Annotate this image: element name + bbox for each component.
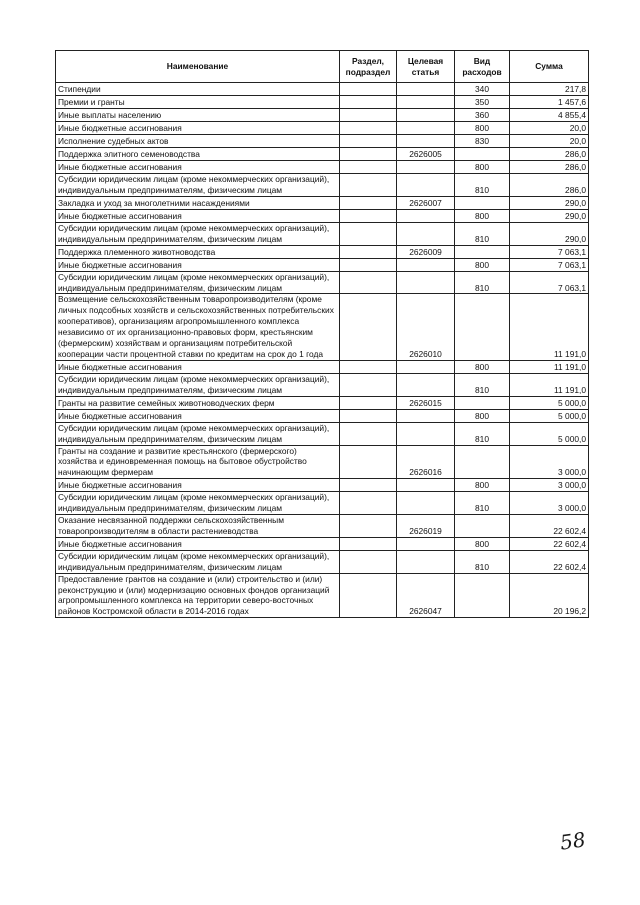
- cell-target: [397, 96, 455, 109]
- cell-section: [340, 174, 397, 197]
- cell-section: [340, 409, 397, 422]
- cell-section: [340, 245, 397, 258]
- table-row: [56, 96, 589, 109]
- cell-sum: 20,0: [510, 135, 589, 148]
- cell-target: [397, 161, 455, 174]
- cell-type: [455, 573, 510, 618]
- cell-type: 810: [455, 550, 510, 573]
- cell-sum: 22 602,4: [510, 515, 589, 538]
- cell-name: Иные бюджетные ассигнования: [56, 409, 340, 422]
- table-row: [56, 209, 589, 222]
- cell-section: [340, 161, 397, 174]
- cell-section: [340, 222, 397, 245]
- cell-section: [340, 550, 397, 573]
- table-row: [56, 148, 589, 161]
- cell-name: Предоставление грантов на создание и (или) строительство и (или) реконструкцию и (или) модернизацию основных фондов организаций агропромышленного комплекса на территории северо-восточных районов Костромской области в 2014-2016 годах: [56, 573, 340, 618]
- cell-section: [340, 196, 397, 209]
- table-row: [56, 83, 589, 96]
- cell-sum: 11 191,0: [510, 373, 589, 396]
- header-name: Наименование: [56, 51, 340, 83]
- cell-target: [397, 422, 455, 445]
- cell-section: [340, 396, 397, 409]
- table-row: [56, 196, 589, 209]
- cell-target: [397, 174, 455, 197]
- cell-section: [340, 573, 397, 618]
- cell-target: [397, 373, 455, 396]
- table-row: [56, 492, 589, 515]
- cell-section: [340, 135, 397, 148]
- cell-sum: 5 000,0: [510, 409, 589, 422]
- cell-name: Субсидии юридическим лицам (кроме некоммерческих организаций), индивидуальным предпринимателям, физическим лицам: [56, 492, 340, 515]
- cell-type: 810: [455, 373, 510, 396]
- cell-name: Оказание несвязанной поддержки сельскохозяйственным товаропроизводителям в области растениеводства: [56, 515, 340, 538]
- table-row: [56, 135, 589, 148]
- cell-sum: 3 000,0: [510, 479, 589, 492]
- cell-section: [340, 96, 397, 109]
- cell-type: [455, 196, 510, 209]
- cell-target: [397, 109, 455, 122]
- cell-type: 830: [455, 135, 510, 148]
- header-sum: Сумма: [510, 51, 589, 83]
- table-row: [56, 174, 589, 197]
- cell-name: Иные выплаты населению: [56, 109, 340, 122]
- cell-section: [340, 492, 397, 515]
- cell-name: Премии и гранты: [56, 96, 340, 109]
- cell-name: Субсидии юридическим лицам (кроме некоммерческих организаций), индивидуальным предпринимателям, физическим лицам: [56, 373, 340, 396]
- cell-name: Поддержка племенного животноводства: [56, 245, 340, 258]
- cell-section: [340, 515, 397, 538]
- cell-section: [340, 537, 397, 550]
- cell-type: 340: [455, 83, 510, 96]
- cell-section: [340, 83, 397, 96]
- cell-sum: 286,0: [510, 174, 589, 197]
- cell-sum: 7 063,1: [510, 258, 589, 271]
- cell-target: [397, 209, 455, 222]
- table-row: [56, 445, 589, 479]
- cell-section: [340, 445, 397, 479]
- cell-target: [397, 537, 455, 550]
- cell-name: Поддержка элитного семеноводства: [56, 148, 340, 161]
- cell-target: [397, 222, 455, 245]
- table-row: [56, 550, 589, 573]
- cell-type: [455, 245, 510, 258]
- cell-target: 2626016: [397, 445, 455, 479]
- cell-sum: 3 000,0: [510, 492, 589, 515]
- cell-name: Иные бюджетные ассигнования: [56, 360, 340, 373]
- cell-sum: 22 602,4: [510, 550, 589, 573]
- cell-sum: 286,0: [510, 161, 589, 174]
- cell-sum: 286,0: [510, 148, 589, 161]
- cell-target: 2626010: [397, 294, 455, 360]
- table-row: [56, 479, 589, 492]
- cell-type: 810: [455, 174, 510, 197]
- cell-type: 800: [455, 209, 510, 222]
- cell-type: 800: [455, 409, 510, 422]
- cell-type: [455, 396, 510, 409]
- budget-document: [55, 50, 588, 618]
- cell-target: [397, 492, 455, 515]
- cell-type: [455, 445, 510, 479]
- cell-sum: 3 000,0: [510, 445, 589, 479]
- cell-type: 800: [455, 360, 510, 373]
- table-header-row: [56, 51, 589, 83]
- table-row: [56, 258, 589, 271]
- cell-type: 810: [455, 271, 510, 294]
- cell-type: 350: [455, 96, 510, 109]
- cell-target: [397, 122, 455, 135]
- cell-target: [397, 550, 455, 573]
- table-row: [56, 537, 589, 550]
- cell-target: [397, 360, 455, 373]
- cell-target: [397, 479, 455, 492]
- cell-section: [340, 294, 397, 360]
- cell-section: [340, 479, 397, 492]
- cell-sum: 290,0: [510, 209, 589, 222]
- cell-type: [455, 515, 510, 538]
- budget-table: [55, 50, 589, 618]
- cell-name: Иные бюджетные ассигнования: [56, 161, 340, 174]
- cell-sum: 11 191,0: [510, 294, 589, 360]
- cell-name: Иные бюджетные ассигнования: [56, 122, 340, 135]
- cell-name: Стипендии: [56, 83, 340, 96]
- cell-section: [340, 209, 397, 222]
- cell-sum: 5 000,0: [510, 396, 589, 409]
- table-row: [56, 515, 589, 538]
- cell-sum: 7 063,1: [510, 245, 589, 258]
- cell-sum: 1 457,6: [510, 96, 589, 109]
- cell-section: [340, 122, 397, 135]
- cell-target: 2626009: [397, 245, 455, 258]
- cell-target: 2626047: [397, 573, 455, 618]
- cell-name: Закладка и уход за многолетними насаждениями: [56, 196, 340, 209]
- cell-section: [340, 373, 397, 396]
- table-row: [56, 409, 589, 422]
- cell-sum: 20 196,2: [510, 573, 589, 618]
- cell-type: 800: [455, 161, 510, 174]
- cell-target: 2626005: [397, 148, 455, 161]
- cell-sum: 11 191,0: [510, 360, 589, 373]
- table-row: [56, 573, 589, 618]
- table-row: [56, 396, 589, 409]
- cell-name: Иные бюджетные ассигнования: [56, 258, 340, 271]
- cell-type: 800: [455, 258, 510, 271]
- table-row: [56, 360, 589, 373]
- cell-target: 2626019: [397, 515, 455, 538]
- cell-name: Субсидии юридическим лицам (кроме некоммерческих организаций), индивидуальным предпринимателям, физическим лицам: [56, 550, 340, 573]
- header-target: Целевая статья: [397, 51, 455, 83]
- cell-sum: 290,0: [510, 196, 589, 209]
- cell-name: Иные бюджетные ассигнования: [56, 537, 340, 550]
- cell-sum: 4 855,4: [510, 109, 589, 122]
- cell-section: [340, 271, 397, 294]
- table-row: [56, 422, 589, 445]
- cell-target: [397, 258, 455, 271]
- cell-name: Субсидии юридическим лицам (кроме некоммерческих организаций), индивидуальным предпринимателям, физическим лицам: [56, 422, 340, 445]
- table-row: [56, 109, 589, 122]
- cell-section: [340, 148, 397, 161]
- cell-name: Гранты на создание и развитие крестьянского (фермерского) хозяйства и единовременная помощь на бытовое обустройство начинающим фермерам: [56, 445, 340, 479]
- table-row: [56, 271, 589, 294]
- cell-type: [455, 294, 510, 360]
- cell-target: [397, 409, 455, 422]
- table-row: [56, 294, 589, 360]
- cell-sum: 290,0: [510, 222, 589, 245]
- cell-name: Субсидии юридическим лицам (кроме некоммерческих организаций), индивидуальным предпринимателям, физическим лицам: [56, 271, 340, 294]
- cell-type: [455, 148, 510, 161]
- cell-section: [340, 109, 397, 122]
- cell-section: [340, 360, 397, 373]
- cell-type: 360: [455, 109, 510, 122]
- cell-sum: 217,8: [510, 83, 589, 96]
- cell-sum: 5 000,0: [510, 422, 589, 445]
- cell-target: [397, 83, 455, 96]
- cell-name: Исполнение судебных актов: [56, 135, 340, 148]
- cell-target: 2626007: [397, 196, 455, 209]
- cell-type: 800: [455, 537, 510, 550]
- table-row: [56, 222, 589, 245]
- cell-type: 810: [455, 492, 510, 515]
- cell-name: Иные бюджетные ассигнования: [56, 209, 340, 222]
- table-row: [56, 122, 589, 135]
- table-row: [56, 245, 589, 258]
- cell-target: [397, 135, 455, 148]
- cell-sum: 22 602,4: [510, 537, 589, 550]
- cell-target: 2626015: [397, 396, 455, 409]
- cell-name: Субсидии юридическим лицам (кроме некоммерческих организаций), индивидуальным предпринимателям, физическим лицам: [56, 222, 340, 245]
- cell-sum: 20,0: [510, 122, 589, 135]
- cell-target: [397, 271, 455, 294]
- cell-type: 800: [455, 122, 510, 135]
- cell-type: 800: [455, 479, 510, 492]
- cell-name: Гранты на развитие семейных животноводческих ферм: [56, 396, 340, 409]
- page-number: 58: [558, 827, 587, 855]
- cell-type: 810: [455, 422, 510, 445]
- cell-type: 810: [455, 222, 510, 245]
- cell-sum: 7 063,1: [510, 271, 589, 294]
- header-section: Раздел, подраздел: [340, 51, 397, 83]
- cell-section: [340, 258, 397, 271]
- header-type: Вид расходов: [455, 51, 510, 83]
- cell-name: Субсидии юридическим лицам (кроме некоммерческих организаций), индивидуальным предпринимателям, физическим лицам: [56, 174, 340, 197]
- table-row: [56, 161, 589, 174]
- cell-section: [340, 422, 397, 445]
- cell-name: Возмещение сельскохозяйственным товаропроизводителям (кроме личных подсобных хозяйств и сельскохозяйственных потребительских кооперативов), организациям агропромышленного комплекса независимо от их организационно-правовых форм, крестьянским (фермерским) хозяйствам и организациям потребительской кооперации части процентной ставки по кредитам на срок до 1 года: [56, 294, 340, 360]
- table-row: [56, 373, 589, 396]
- cell-name: Иные бюджетные ассигнования: [56, 479, 340, 492]
